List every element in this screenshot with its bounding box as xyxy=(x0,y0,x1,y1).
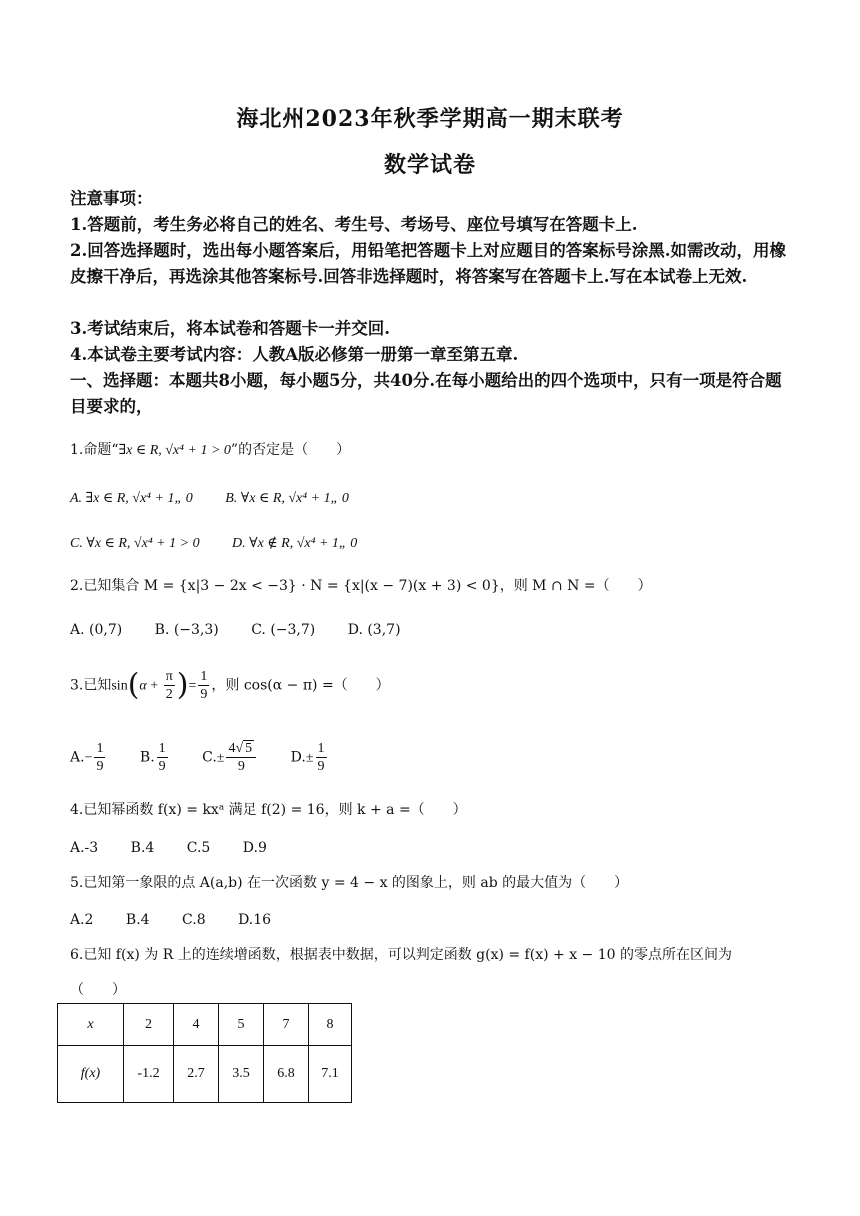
option-4c: C.5 xyxy=(186,840,211,856)
option-5c: C.8 xyxy=(182,912,206,928)
option-2c: C. (−3,7) xyxy=(251,622,316,638)
table-cell: 2 xyxy=(124,1004,174,1046)
question-1-suffix: ”的否定是（ ） xyxy=(230,442,351,458)
note-item-1: 1.答题前，考生务必将自己的姓名、考生号、考场号、座位号填写在答题卡上. xyxy=(70,215,638,234)
table-cell: 7.1 xyxy=(309,1046,352,1103)
option-1c: C. ∀x ∈ R, √x⁴ + 1 > 0 xyxy=(70,536,200,551)
exam-subtitle: 数学试卷 xyxy=(383,152,476,178)
option-2a: A. (0,7) xyxy=(70,622,123,638)
question-6-answer-paren: （ ） xyxy=(70,982,126,998)
exam-title: 海北州2023年秋季学期高一期末联考 xyxy=(236,106,624,132)
section-1-heading: 一、选择题：本题共8小题，每小题5分，共40分.在每小题给出的四个选项中，只有一项是符合题目要求的， xyxy=(70,371,782,416)
table-cell: 2.7 xyxy=(174,1046,219,1103)
question-2-options xyxy=(70,620,429,640)
option-3c: C.± $\frac{4√ 5}{9}$ xyxy=(202,740,258,775)
table-cell: 5 xyxy=(219,1004,264,1046)
option-4b: B.4 xyxy=(130,840,155,856)
question-1-options-row-2 xyxy=(70,533,385,554)
table-cell: 8 xyxy=(309,1004,352,1046)
question-4: 4.已知幂函数 f(x) = kxᵃ 满足 f(2) = 16，则 k + a =（ ） xyxy=(70,802,467,818)
table-cell: -1.2 xyxy=(124,1046,174,1103)
question-1-expression: ∃x ∈ R, √x⁴ + 1 > 0 xyxy=(118,443,231,458)
notes-heading: 注意事项： xyxy=(70,189,153,208)
question-3-prefix: 3.已知 xyxy=(70,677,112,694)
table-cell: 4 xyxy=(174,1004,219,1046)
option-4a: A.-3 xyxy=(70,840,99,856)
option-4d: D.9 xyxy=(242,840,267,856)
option-1a: A. ∃x ∈ R, √x⁴ + 1„ 0 xyxy=(70,491,193,506)
function-value-table xyxy=(57,1003,352,1103)
table-cell: 7 xyxy=(264,1004,309,1046)
table-cell: 3.5 xyxy=(219,1046,264,1103)
question-5: 5.已知第一象限的点 A(a,b) 在一次函数 y = 4 − x 的图象上，则 ab 的最大值为（ ） xyxy=(70,875,629,891)
question-6: 6.已知 f(x) 为 R 上的连续增函数，根据表中数据，可以判定函数 g(x) = f(x) + x − 10 的零点所在区间为 xyxy=(70,947,732,963)
table-header-row xyxy=(58,1004,352,1046)
note-item-4: 4.本试卷主要考试内容：人教A版必修第一册第一章至第五章. xyxy=(70,345,519,364)
option-2b: B. (−3,3) xyxy=(154,622,219,638)
option-3b: B. $\frac{1}{9}$ xyxy=(139,741,166,774)
question-1 xyxy=(70,440,350,461)
option-5a: A.2 xyxy=(70,912,94,928)
option-1d: D. ∀x ∉ R, √x⁴ + 1„ 0 xyxy=(232,536,358,551)
question-1-options-row-1 xyxy=(70,488,377,509)
question-1-prefix: 1.命题“ xyxy=(70,442,119,458)
question-3: 3.已知sin(α + $\frac{\pi}{2}$ )= $\frac{1}{9}$ ，则 cos(α − π) =（ ） xyxy=(70,667,390,703)
question-5-options xyxy=(70,910,299,930)
question-3-tail: ，则 cos(α − π) =（ ） xyxy=(211,677,390,694)
table-cell: x xyxy=(58,1004,124,1046)
question-3-options xyxy=(70,740,357,775)
table-row xyxy=(58,1046,352,1103)
option-1b: B. ∀x ∈ R, √x⁴ + 1„ 0 xyxy=(225,491,349,506)
option-2d: D. (3,7) xyxy=(347,622,401,638)
note-item-3: 3.考试结束后，将本试卷和答题卡一并交回. xyxy=(70,319,390,338)
note-item-2: 2.回答选择题时，选出每小题答案后，用铅笔把答题卡上对应题目的答案标号涂黑.如需改动，用橡皮擦干净后，再选涂其他答案标号.回答非选择题时，将答案写在答题卡上.写在本试卷上无效. xyxy=(70,241,786,286)
question-2: 2.已知集合 M = {x|3 − 2x < −3} · N = {x|(x − 7)(x + 3) < 0}，则 M ∩ N =（ ） xyxy=(70,578,652,594)
option-3d: D.± $\frac{1}{9}$ xyxy=(290,741,325,774)
question-4-options xyxy=(70,838,295,858)
option-5b: B.4 xyxy=(125,912,150,928)
question-3-equals: = xyxy=(188,678,197,694)
option-5d: D.16 xyxy=(238,912,272,928)
table-cell: 6.8 xyxy=(264,1046,309,1103)
option-3a: A.− $\frac{1}{9}$ xyxy=(70,741,104,774)
table-cell: f(x) xyxy=(58,1046,124,1103)
